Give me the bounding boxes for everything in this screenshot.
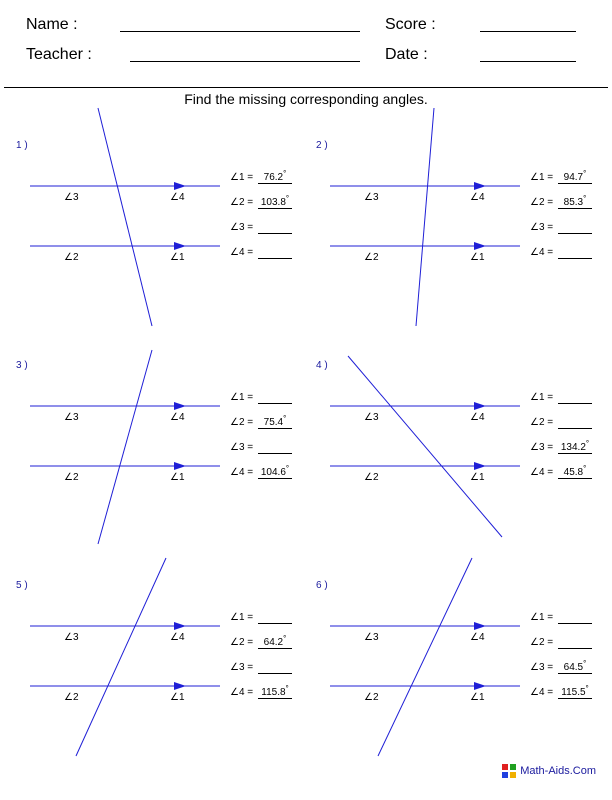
problem-number: 6 ): [316, 580, 328, 591]
angle-label-1: ∠1: [170, 692, 185, 703]
angle-label-2: ∠2: [364, 692, 379, 703]
degree-symbol: °: [583, 194, 587, 203]
answer-value: 64.5: [563, 662, 584, 673]
answer-blank[interactable]: [258, 612, 292, 624]
answer-value: 103.8: [260, 197, 286, 208]
math-aids-logo-icon: [502, 764, 516, 778]
answer-row-1: [230, 612, 292, 626]
parallel-arrow-icon: [174, 402, 186, 410]
angle-label-1: ∠1: [470, 692, 485, 703]
answer-angle-name: ∠2 =: [530, 197, 554, 208]
parallel-lines-figure: [16, 360, 226, 560]
answer-row-4: [230, 464, 292, 481]
answer-value: 134.2: [560, 442, 586, 453]
degree-symbol: °: [285, 684, 289, 693]
answer-blank[interactable]: [558, 169, 592, 184]
transversal-line: [76, 558, 166, 756]
angle-label-3: ∠3: [64, 192, 79, 203]
parallel-lines-figure: [16, 140, 226, 340]
answer-blank[interactable]: [258, 464, 292, 479]
answer-row-2: [530, 637, 592, 651]
answer-value: 104.6: [260, 467, 286, 478]
parallel-arrow-icon: [474, 682, 486, 690]
instructions: Find the missing corresponding angles.: [184, 91, 428, 107]
score-field[interactable]: [480, 31, 576, 32]
angle-label-4: ∠4: [170, 192, 185, 203]
degree-symbol: °: [583, 464, 587, 473]
degree-symbol: °: [283, 169, 287, 178]
answer-blank[interactable]: [258, 684, 292, 699]
answer-row-4: [230, 247, 292, 261]
answer-blank[interactable]: [558, 612, 592, 624]
problem-4: [316, 360, 612, 580]
parallel-arrow-icon: [174, 682, 186, 690]
angle-label-2: ∠2: [64, 472, 79, 483]
answer-row-3: [530, 659, 592, 676]
answer-blank[interactable]: [258, 414, 292, 429]
parallel-arrow-icon: [174, 242, 186, 250]
teacher-field[interactable]: [130, 61, 360, 62]
parallel-arrow-icon: [474, 402, 486, 410]
angle-label-4: ∠4: [170, 632, 185, 643]
answer-value: 115.8: [261, 687, 286, 698]
answer-blank[interactable]: [258, 634, 292, 649]
answer-row-2: [230, 414, 292, 431]
answer-angle-name: ∠4 =: [230, 467, 254, 478]
answer-blank[interactable]: [558, 392, 592, 404]
answer-row-1: [530, 169, 592, 186]
angle-label-3: ∠3: [364, 192, 379, 203]
answer-row-4: [230, 684, 292, 701]
answer-blank[interactable]: [558, 637, 592, 649]
degree-symbol: °: [585, 684, 589, 693]
angle-label-3: ∠3: [364, 632, 379, 643]
answer-row-4: [530, 684, 592, 701]
footer-brand[interactable]: [502, 764, 596, 778]
answer-row-2: [230, 194, 292, 211]
answer-angle-name: ∠2 =: [230, 197, 254, 208]
answer-row-3: [230, 222, 292, 236]
answer-angle-name: ∠4 =: [230, 687, 254, 698]
answer-row-4: [530, 464, 592, 481]
answer-blank[interactable]: [258, 442, 292, 454]
parallel-lines-figure: [316, 360, 526, 560]
answer-value: 94.7: [563, 172, 584, 183]
parallel-lines-figure: [16, 580, 226, 780]
answer-blank[interactable]: [258, 222, 292, 234]
degree-symbol: °: [583, 169, 587, 178]
answer-row-3: [530, 439, 592, 456]
answer-blank[interactable]: [558, 247, 592, 259]
parallel-lines-figure: [316, 580, 526, 780]
answer-blank[interactable]: [258, 662, 292, 674]
angle-label-4: ∠4: [470, 632, 485, 643]
angle-label-4: ∠4: [470, 192, 485, 203]
name-label: Name :: [26, 16, 78, 33]
transversal-line: [98, 350, 152, 544]
answer-angle-name: ∠2 =: [530, 637, 554, 648]
answer-angle-name: ∠3 =: [230, 222, 254, 233]
problem-1: [16, 140, 316, 360]
teacher-label: Teacher :: [26, 46, 92, 63]
angle-label-1: ∠1: [170, 472, 185, 483]
problem-number: 4 ): [316, 360, 328, 371]
answer-row-4: [530, 247, 592, 261]
answer-angle-name: ∠2 =: [230, 637, 254, 648]
answer-blank[interactable]: [558, 194, 592, 209]
transversal-line: [348, 356, 502, 537]
answer-value: 75.4: [263, 417, 284, 428]
parallel-arrow-icon: [174, 622, 186, 630]
parallel-lines-figure: [316, 140, 526, 340]
answer-angle-name: ∠1 =: [230, 392, 254, 403]
answer-row-3: [230, 442, 292, 456]
answer-blank[interactable]: [258, 194, 292, 209]
angle-label-4: ∠4: [470, 412, 485, 423]
transversal-line: [416, 108, 434, 326]
answer-blank[interactable]: [258, 169, 292, 184]
degree-symbol: °: [285, 464, 290, 473]
answer-angle-name: ∠1 =: [530, 392, 554, 403]
parallel-arrow-icon: [474, 242, 486, 250]
degree-symbol: °: [583, 659, 587, 668]
problem-number: 2 ): [316, 140, 328, 151]
problem-3: [16, 360, 316, 580]
answer-row-2: [530, 194, 592, 211]
answer-value: 64.2: [263, 637, 284, 648]
degree-symbol: °: [283, 414, 287, 423]
answer-angle-name: ∠2 =: [530, 417, 554, 428]
problem-number: 5 ): [16, 580, 28, 591]
answer-angle-name: ∠4 =: [530, 687, 554, 698]
angle-label-1: ∠1: [470, 252, 485, 263]
answer-angle-name: ∠3 =: [530, 662, 554, 673]
date-field[interactable]: [480, 61, 576, 62]
answer-row-3: [530, 222, 592, 236]
angle-label-4: ∠4: [170, 412, 185, 423]
angle-label-3: ∠3: [364, 412, 379, 423]
problem-2: [316, 140, 612, 360]
answer-row-1: [530, 392, 592, 406]
transversal-line: [378, 558, 472, 756]
answer-row-1: [230, 392, 292, 406]
angle-label-1: ∠1: [170, 252, 185, 263]
parallel-arrow-icon: [474, 182, 486, 190]
problem-number: 1 ): [16, 140, 28, 151]
answer-angle-name: ∠3 =: [230, 442, 254, 453]
transversal-line: [98, 108, 152, 326]
answer-blank[interactable]: [558, 439, 592, 454]
answer-angle-name: ∠4 =: [230, 247, 254, 258]
parallel-arrow-icon: [174, 462, 186, 470]
angle-label-2: ∠2: [64, 692, 79, 703]
answer-angle-name: ∠1 =: [230, 612, 254, 623]
degree-symbol: °: [585, 439, 590, 448]
answer-angle-name: ∠1 =: [530, 172, 554, 183]
answer-row-3: [230, 662, 292, 676]
header-divider: [4, 87, 608, 88]
answer-angle-name: ∠3 =: [230, 662, 254, 673]
angle-label-2: ∠2: [64, 252, 79, 263]
parallel-arrow-icon: [174, 182, 186, 190]
degree-symbol: °: [283, 634, 287, 643]
name-field[interactable]: [120, 31, 360, 32]
answer-angle-name: ∠1 =: [230, 172, 254, 183]
answer-value: 115.5: [561, 687, 586, 698]
answer-angle-name: ∠2 =: [230, 417, 254, 428]
answer-value: 85.3: [563, 197, 584, 208]
answer-blank[interactable]: [558, 659, 592, 674]
answer-blank[interactable]: [558, 417, 592, 429]
problem-5: [16, 580, 316, 800]
parallel-arrow-icon: [474, 622, 486, 630]
answer-blank[interactable]: [558, 464, 592, 479]
answer-row-2: [230, 634, 292, 651]
parallel-arrow-icon: [474, 462, 486, 470]
answer-row-1: [230, 169, 292, 186]
degree-symbol: °: [285, 194, 290, 203]
angle-label-2: ∠2: [364, 472, 379, 483]
answer-blank[interactable]: [558, 222, 592, 234]
answer-angle-name: ∠4 =: [530, 247, 554, 258]
answer-row-2: [530, 417, 592, 431]
answer-blank[interactable]: [558, 684, 592, 699]
answer-angle-name: ∠3 =: [530, 222, 554, 233]
angle-label-3: ∠3: [64, 412, 79, 423]
answer-row-1: [530, 612, 592, 626]
problem-number: 3 ): [16, 360, 28, 371]
answer-angle-name: ∠4 =: [530, 467, 554, 478]
score-label: Score :: [385, 16, 436, 33]
answer-value: 76.2: [263, 172, 284, 183]
answer-blank[interactable]: [258, 247, 292, 259]
answer-angle-name: ∠3 =: [530, 442, 554, 453]
date-label: Date :: [385, 46, 428, 63]
angle-label-2: ∠2: [364, 252, 379, 263]
brand-text: Math-Aids.Com: [520, 765, 596, 777]
angle-label-3: ∠3: [64, 632, 79, 643]
angle-label-1: ∠1: [470, 472, 485, 483]
answer-angle-name: ∠1 =: [530, 612, 554, 623]
answer-value: 45.8: [563, 467, 584, 478]
answer-blank[interactable]: [258, 392, 292, 404]
